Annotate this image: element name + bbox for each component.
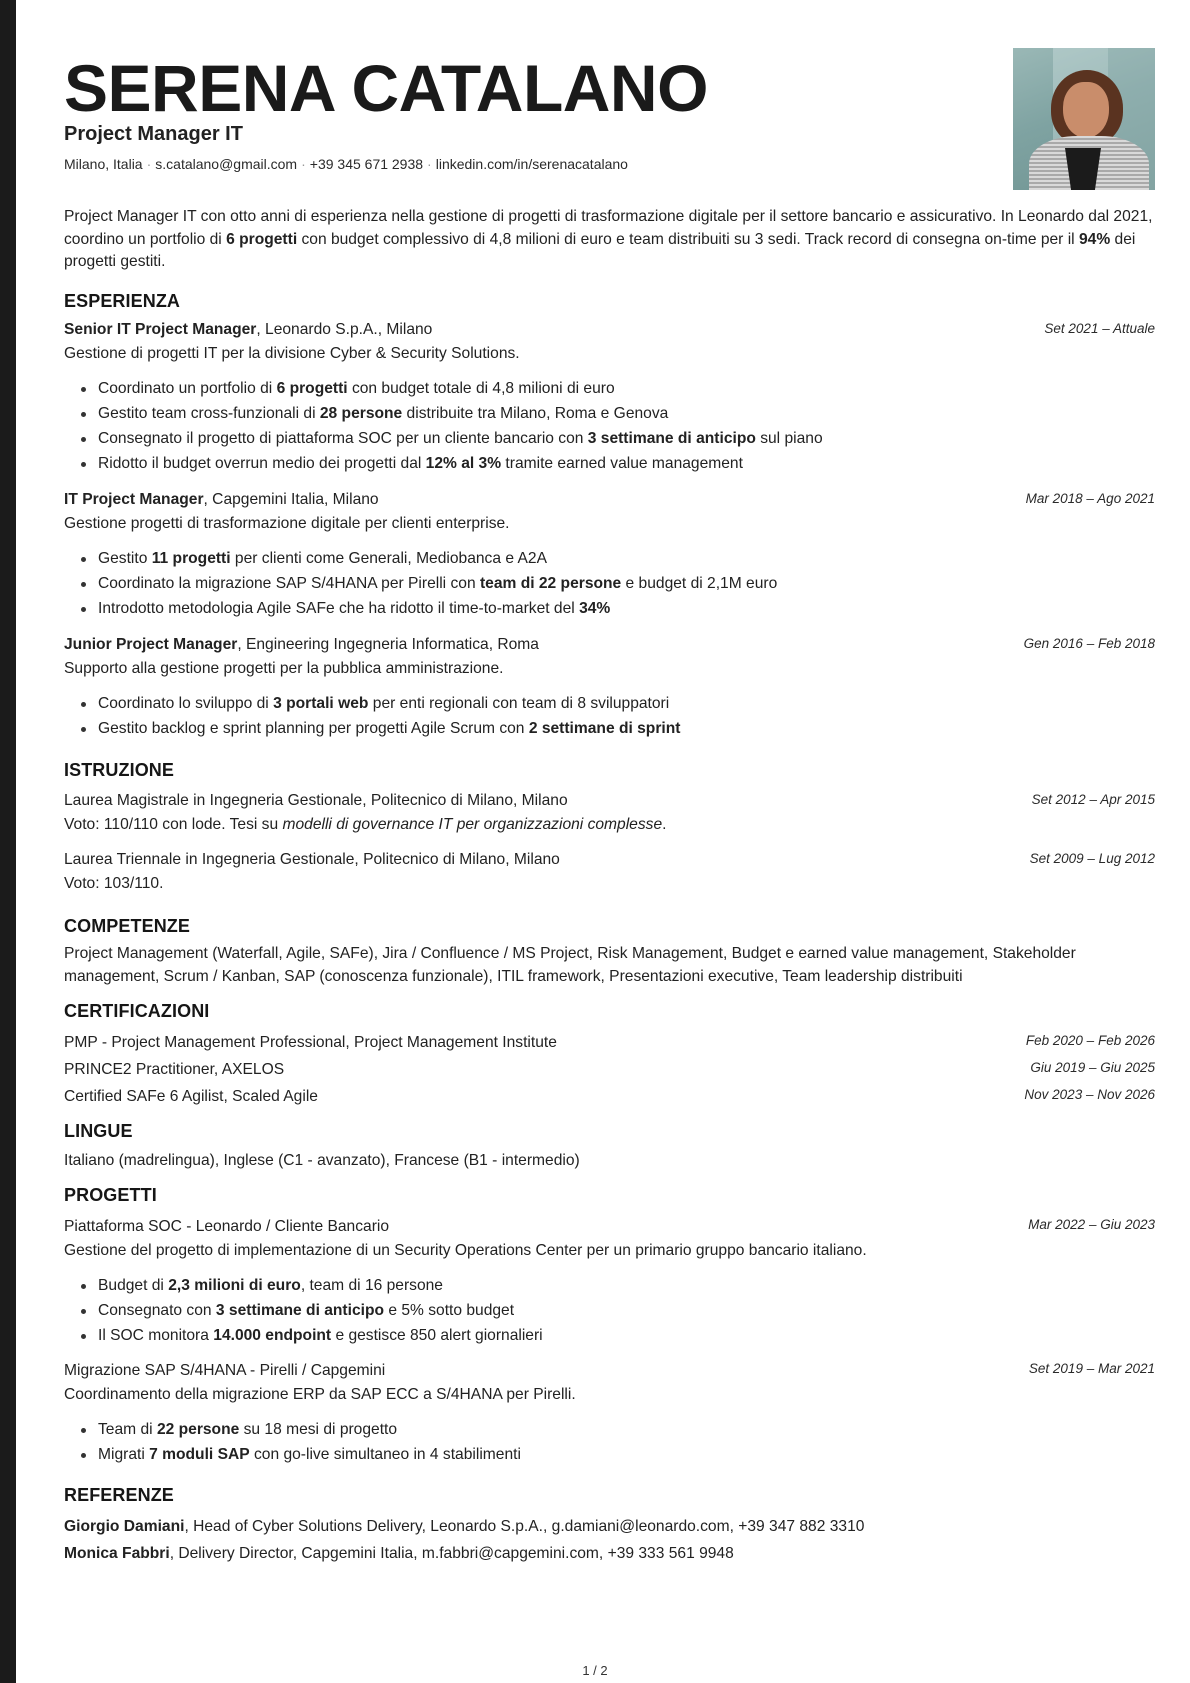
section-title-skills: COMPETENZE: [64, 916, 191, 936]
bullet-item: Ridotto il budget overrun medio dei progetti dal 12% al 3% tramite earned value management: [98, 451, 1148, 476]
contact-line: [64, 155, 628, 173]
certification-date: Giu 2019 – Giu 2025: [1030, 1060, 1155, 1075]
job-bullets: [98, 691, 1148, 741]
reference-name: Monica Fabbri: [64, 1545, 170, 1562]
bullet-item: Coordinato lo sviluppo di 3 portali web per enti regionali con team di 8 sviluppatori: [98, 691, 1148, 716]
bullet-item: Introdotto metodologia Agile SAFe che ha ridotto il time-to-market del 34%: [98, 596, 1148, 621]
contact-phone[interactable]: +39 345 671 2938: [309, 156, 424, 172]
education-date: Set 2012 – Apr 2015: [1031, 792, 1155, 807]
bullet-item: Gestito 11 progetti per clienti come Generali, Mediobanca e A2A: [98, 546, 1148, 571]
bullet-item: Coordinato un portfolio di 6 progetti con budget totale di 4,8 milioni di euro: [98, 376, 1148, 401]
section-title-references: REFERENZE: [64, 1485, 174, 1505]
languages-text: Italiano (madrelingua), Inglese (C1 - avanzato), Francese (B1 - intermedio): [64, 1152, 580, 1169]
viewer-side-bar: [0, 0, 16, 1683]
separator: ·: [146, 156, 152, 172]
project-name: Migrazione SAP S/4HANA - Pirelli / Capgemini: [64, 1362, 386, 1379]
reference-entry: Monica Fabbri, Delivery Director, Capgemini Italia, m.fabbri@capgemini.com, +39 333 561 9948: [64, 1545, 734, 1562]
profile-photo: [1013, 48, 1155, 190]
section-title-languages: LINGUE: [64, 1121, 133, 1141]
bullet-item: Budget di 2,3 milioni di euro, team di 16 persone: [98, 1273, 1148, 1298]
education-degree: Laurea Magistrale in Ingegneria Gestionale, Politecnico di Milano, Milano: [64, 792, 568, 809]
education-note: Voto: 103/110.: [64, 875, 164, 892]
job-date: Mar 2018 – Ago 2021: [1025, 491, 1155, 506]
bullet-item: Team di 22 persone su 18 mesi di progetto: [98, 1417, 1148, 1442]
job-bullets: [98, 376, 1148, 476]
bullet-item: Migrati 7 moduli SAP con go-live simultaneo in 4 stabilimenti: [98, 1442, 1148, 1467]
reference-entry: Giorgio Damiani, Head of Cyber Solutions Delivery, Leonardo S.p.A., g.damiani@leonardo.com, +39 347 882 3310: [64, 1518, 865, 1535]
bullet-item: Gestito backlog e sprint planning per progetti Agile Scrum con 2 settimane di sprint: [98, 716, 1148, 741]
certification-name: PMP - Project Management Professional, Project Management Institute: [64, 1034, 557, 1051]
job-description: Gestione di progetti IT per la divisione Cyber & Security Solutions.: [64, 345, 520, 362]
bullet-item: Consegnato con 3 settimane di anticipo e 5% sotto budget: [98, 1298, 1148, 1323]
contact-location: Milano, Italia: [64, 156, 143, 172]
skills-text: Project Management (Waterfall, Agile, SAFe), Jira / Confluence / MS Project, Risk Management, Budget e earned value management, Stakeholder management, Scrum / Kanban, SAP (conoscenza funzionale), ITIL framework, Presentazioni executive, Team leadership distribuiti: [64, 945, 1076, 985]
bullet-item: Gestito team cross-funzionali di 28 persone distribuite tra Milano, Roma e Genova: [98, 401, 1148, 426]
candidate-role: Project Manager IT: [64, 123, 243, 145]
bullet-item: Il SOC monitora 14.000 endpoint e gestisce 850 alert giornalieri: [98, 1323, 1148, 1348]
job-heading: IT Project Manager, Capgemini Italia, Milano: [64, 491, 379, 508]
profile-summary: Project Manager IT con otto anni di esperienza nella gestione di progetti di trasformazione digitale per il settore bancario e assicurativo. In Leonardo dal 2021, coordino un portfolio di 6 progetti con budget complessivo di 4,8 milioni di euro e team distribuiti su 3 sedi. Track record di consegna on-time per il 94% dei progetti gestiti.: [64, 208, 1153, 270]
project-description: Gestione del progetto di implementazione di un Security Operations Center per un primario gruppo bancario italiano.: [64, 1242, 867, 1259]
job-role: IT Project Manager: [64, 491, 204, 508]
job-date: Gen 2016 – Feb 2018: [1023, 636, 1155, 651]
reference-name: Giorgio Damiani: [64, 1518, 185, 1535]
certification-date: Nov 2023 – Nov 2026: [1024, 1087, 1155, 1102]
section-title-certifications: CERTIFICAZIONI: [64, 1001, 210, 1021]
job-description: Gestione progetti di trasformazione digitale per clienti enterprise.: [64, 515, 510, 532]
contact-linkedin[interactable]: linkedin.com/in/serenacatalano: [435, 156, 628, 172]
education-degree: Laurea Triennale in Ingegneria Gestionale, Politecnico di Milano, Milano: [64, 851, 560, 868]
job-role: Senior IT Project Manager: [64, 321, 257, 338]
section-title-education: ISTRUZIONE: [64, 760, 175, 780]
bullet-item: Consegnato il progetto di piattaforma SOC per un cliente bancario con 3 settimane di anticipo sul piano: [98, 426, 1148, 451]
job-role: Junior Project Manager: [64, 636, 238, 653]
separator: ·: [427, 156, 432, 172]
certification-name: PRINCE2 Practitioner, AXELOS: [64, 1061, 285, 1078]
job-heading: Junior Project Manager, Engineering Ingegneria Informatica, Roma: [64, 636, 539, 653]
project-date: Mar 2022 – Giu 2023: [1028, 1217, 1155, 1232]
page-indicator: 1 / 2: [582, 1663, 608, 1678]
job-bullets: [98, 546, 1148, 621]
project-date: Set 2019 – Mar 2021: [1028, 1361, 1155, 1376]
education-date: Set 2009 – Lug 2012: [1029, 851, 1155, 866]
project-description: Coordinamento della migrazione ERP da SAP ECC a S/4HANA per Pirelli.: [64, 1386, 576, 1403]
contact-email[interactable]: s.catalano@gmail.com: [155, 156, 298, 172]
project-bullets: [98, 1417, 1148, 1467]
job-description: Supporto alla gestione progetti per la pubblica amministrazione.: [64, 660, 504, 677]
separator: ·: [301, 156, 306, 172]
certification-date: Feb 2020 – Feb 2026: [1025, 1033, 1155, 1048]
candidate-name: SERENA CATALANO: [64, 51, 708, 125]
job-date: Set 2021 – Attuale: [1044, 321, 1155, 336]
section-title-projects: PROGETTI: [64, 1185, 157, 1205]
bullet-item: Coordinato la migrazione SAP S/4HANA per Pirelli con team di 22 persone e budget di 2,1M euro: [98, 571, 1148, 596]
project-bullets: [98, 1273, 1148, 1348]
job-heading: Senior IT Project Manager, Leonardo S.p.A., Milano: [64, 321, 433, 338]
education-note: Voto: 110/110 con lode. Tesi su modelli di governance IT per organizzazioni complesse.: [64, 816, 667, 833]
section-title-experience: ESPERIENZA: [64, 291, 181, 311]
certification-name: Certified SAFe 6 Agilist, Scaled Agile: [64, 1088, 318, 1105]
project-name: Piattaforma SOC - Leonardo / Cliente Bancario: [64, 1218, 390, 1235]
